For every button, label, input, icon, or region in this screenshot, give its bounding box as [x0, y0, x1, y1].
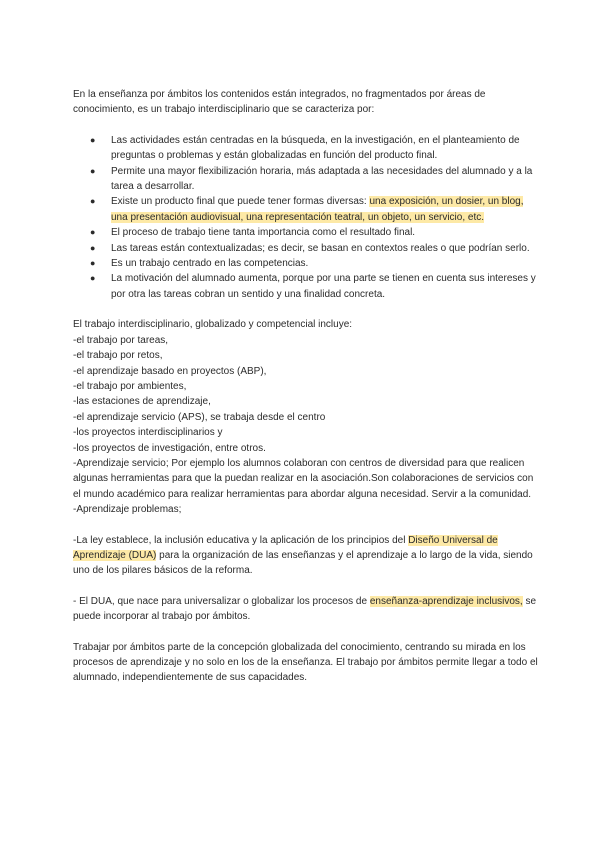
intro-paragraph: En la enseñanza por ámbitos los contenidos están integrados, no fragmentados por áreas de conocimiento, es un trabajo interdisciplinario que se caracteriza por: — [73, 89, 486, 116]
dua-text-after: se puede incorporar al trabajo por ámbitos. — [73, 595, 537, 623]
includes-item: -el aprendizaje basado en proyectos (ABP), — [73, 365, 267, 377]
bullet-icon: ● — [90, 227, 96, 238]
bullet-text: Existe un producto final que puede tener formas diversas: — [111, 196, 370, 208]
list-item — [90, 133, 540, 164]
highlighted-text: una exposición, un dosier, un blog, una presentación audiovisual, una representación teatral, un objeto, un servicio, etc. — [111, 196, 524, 223]
bullet-text: El proceso de trabajo tiene tanta importancia como el resultado final. — [111, 227, 416, 239]
bullet-icon: ● — [90, 258, 96, 269]
list-item — [90, 241, 540, 256]
service-learning-paragraph: -Aprendizaje servicio; Por ejemplo los alumnos colaboran con centros de diversidad para que realicen algunas herramientas para que la puedan realizar en la asociación.Son colaboraciones de servicios con el mundo académico para realizar herramientas para abordar alguna necesidad. Servir a la comunidad. — [73, 457, 534, 500]
highlighted-text: Diseño Universal de Aprendizaje (DUA) — [73, 534, 498, 561]
bullet-icon: ● — [90, 196, 96, 207]
includes-item: -los proyectos de investigación, entre otros. — [73, 442, 266, 454]
includes-item: -el trabajo por ambientes, — [73, 380, 187, 392]
highlighted-text: enseñanza-aprendizaje inclusivos, — [369, 595, 523, 607]
bullet-text: La motivación del alumnado aumenta, porque por una parte se tienen en cuenta sus intereses y por otra las tareas cobran un sentido y una finalidad concreta. — [111, 273, 536, 300]
dua-paragraph — [73, 594, 540, 625]
includes-heading: El trabajo interdisciplinario, globalizado y competencial incluye: — [73, 319, 353, 331]
list-item — [90, 225, 540, 240]
includes-item: -el trabajo por retos, — [73, 350, 163, 362]
bullet-text: Permite una mayor flexibilización horaria, más adaptada a las necesidades del alumnado y a la tarea a desarrollar. — [111, 165, 533, 193]
bullet-icon: ● — [90, 242, 96, 253]
bullet-text: Las actividades están centradas en la búsqueda, en la investigación, en el planteamiento de preguntas o problemas y están globalizadas en función del producto final. — [111, 134, 520, 162]
list-item — [90, 271, 540, 302]
law-text-before: -La ley establece, la inclusión educativa y la aplicación de los principios del — [73, 534, 409, 546]
includes-section — [73, 317, 540, 517]
bullet-text: Las tareas están contextualizadas; es decir, se basan en contextos reales o que podrían serlo. — [111, 242, 530, 254]
dua-text-before: - El DUA, que nace para universalizar o globalizar los procesos de — [73, 595, 370, 607]
bullet-icon: ● — [90, 134, 96, 145]
bullet-icon: ● — [90, 273, 96, 284]
bullet-icon: ● — [90, 165, 96, 176]
law-text-after: para la organización de las enseñanzas y el aprendizaje a lo largo de la vida, siendo uno de los pilares básicos de la reforma. — [73, 549, 533, 577]
includes-item: -las estaciones de aprendizaje, — [73, 396, 211, 408]
bullet-text: Es un trabajo centrado en las competencias. — [111, 258, 309, 270]
characteristics-list — [73, 133, 540, 302]
list-item — [90, 194, 540, 225]
closing-paragraph: Trabajar por ámbitos parte de la concepción globalizada del conocimiento, centrando su mirada en los procesos de aprendizaje y no solo en los de la enseñanza. El trabajo por ámbitos permite llegar a todo el alumnado, independientemente de sus capacidades. — [73, 641, 538, 684]
list-item — [90, 164, 540, 195]
includes-item: -los proyectos interdisciplinarios y — [73, 427, 223, 439]
law-paragraph — [73, 533, 540, 579]
includes-item: -el aprendizaje servicio (APS), se trabaja desde el centro — [73, 411, 326, 423]
list-item — [90, 256, 540, 271]
includes-item: -el trabajo por tareas, — [73, 334, 169, 346]
problems-item: -Aprendizaje problemas; — [73, 504, 182, 516]
